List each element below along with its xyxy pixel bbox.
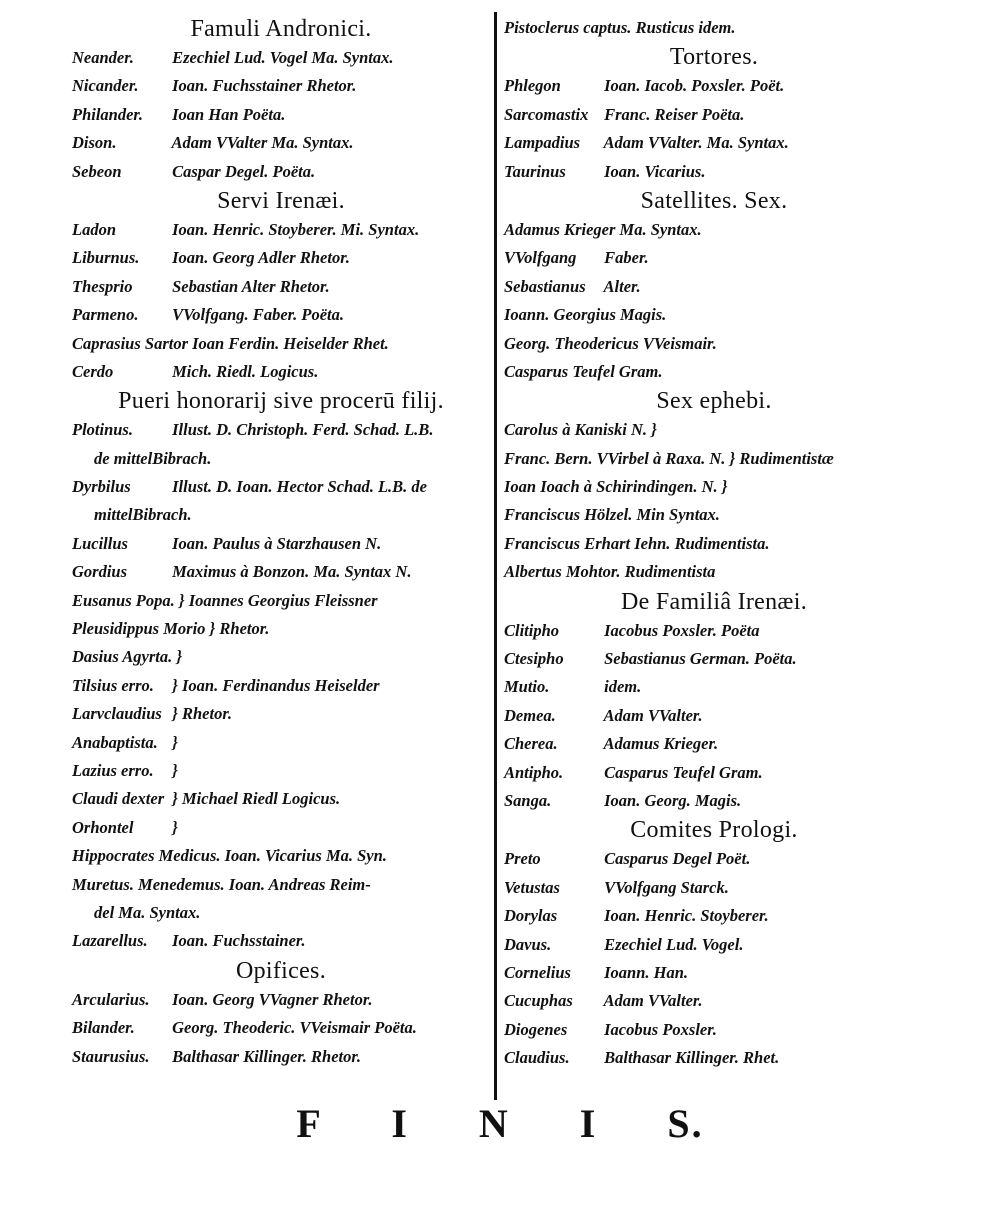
character-name: Antipho. — [504, 762, 564, 782]
character-name: Orhontel — [72, 817, 134, 837]
cast-entry — [504, 72, 924, 100]
cast-entry — [72, 615, 490, 643]
actor-name: Ioan. Paulus à Starzhausen N. — [172, 533, 382, 553]
character-name: Dyrbilus — [72, 477, 131, 497]
cast-entry — [72, 672, 490, 700]
cast-entry — [504, 301, 924, 329]
character-name: Georg. Theodericus — [504, 333, 639, 353]
actor-name: Ioan. Henric. Stoyberer. — [604, 906, 769, 926]
character-name: Demea. — [504, 705, 556, 725]
cast-entry — [504, 1016, 924, 1044]
cast-entry — [72, 301, 490, 329]
character-name: Lampadius — [504, 133, 581, 153]
cast-entry — [504, 330, 924, 358]
actor-name: Ioan. Iacob. Poxsler. Poët. — [604, 76, 785, 96]
actor-name: Balthasar Killinger. Rhetor. — [172, 1046, 362, 1066]
character-name: Davus. — [504, 934, 552, 954]
cast-entry — [72, 44, 490, 72]
character-name: Parmeno. — [72, 305, 139, 325]
character-name: Tilsius erro. — [72, 675, 154, 695]
character-name: Claudius. — [504, 1048, 570, 1068]
character-name: Hippocrates Medicus. — [72, 846, 221, 866]
cast-entry — [72, 72, 490, 100]
actor-name: VVolfgang Starck. — [604, 877, 729, 897]
cast-entry — [504, 617, 924, 645]
actor-name: Adam VValter Ma. Syntax. — [171, 133, 354, 153]
character-name: Sebastianus — [504, 276, 586, 296]
character-name: Phlegon — [504, 76, 561, 96]
character-name: Preto — [504, 849, 541, 869]
actor-name: Casparus Teufel Gram. — [604, 762, 763, 782]
cast-entry — [504, 845, 924, 873]
cast-entry — [72, 927, 490, 955]
actor-name: VVolfgang. Faber. Poëta. — [172, 305, 345, 325]
actor-name: Ezechiel Lud. Vogel. — [604, 934, 744, 954]
character-name: Sarcomastix — [504, 104, 589, 124]
character-name: Adamus Krieger — [504, 219, 616, 239]
cast-entry — [72, 273, 490, 301]
actor-name: Ioan Ferdin. Heiselder Rhet. — [192, 333, 389, 353]
actor-name: N. } — [701, 477, 728, 497]
cast-entry — [504, 473, 924, 501]
actor-name: Franc. Reiser Poëta. — [604, 104, 745, 124]
cast-entry — [504, 14, 924, 42]
character-name: VVolfgang — [504, 248, 577, 268]
actor-name: Sebastian Alter Rhetor. — [172, 276, 330, 296]
character-name: Cerdo — [72, 361, 114, 381]
cast-entry — [72, 729, 490, 757]
actor-name: Faber. — [604, 248, 649, 268]
cast-entry — [72, 330, 490, 358]
character-name: Neander. — [72, 48, 134, 67]
actor-name: } Michael Riedl Logicus. — [172, 789, 341, 809]
character-name: Mutio. — [504, 677, 550, 697]
cast-entry — [72, 587, 490, 615]
cast-line-continuation: mittelBibrach. — [94, 505, 192, 525]
cast-entry — [72, 129, 490, 157]
actor-name: Ma. Syntax. — [619, 219, 702, 239]
actor-name: Illust. D. Ioan. Hector Schad. L.B. de — [172, 477, 427, 497]
character-name: Sebeon — [72, 161, 122, 181]
actor-name: Ioan. Georg VVagner Rhetor. — [172, 989, 373, 1009]
cast-entry — [72, 101, 490, 129]
section-heading: Pueri honorarij sive procerū filij. — [118, 388, 444, 415]
character-name: Ioann. Georgius — [504, 305, 616, 325]
character-name: Cucuphas — [504, 991, 573, 1011]
cast-entry — [504, 129, 924, 157]
cast-entry — [504, 787, 924, 815]
actor-name: Sebastianus German. Poëta. — [604, 649, 797, 669]
character-name: Larvclaudius — [72, 704, 162, 724]
character-name: Dorylas — [504, 906, 558, 926]
cast-entry — [72, 986, 490, 1014]
character-name: Clitipho — [504, 620, 560, 640]
cast-entry — [72, 643, 490, 671]
cast-entry — [504, 874, 924, 902]
character-name: Arcularius. — [72, 989, 150, 1009]
actor-name: Alter. — [603, 276, 641, 296]
cast-entry — [504, 501, 924, 529]
character-name: Gordius — [72, 562, 128, 582]
cast-entry — [504, 558, 924, 586]
character-name: Ctesipho — [504, 649, 564, 669]
cast-entry — [504, 445, 924, 473]
section-heading: Famuli Andronici. — [190, 16, 372, 42]
cast-line-continuation: del Ma. Syntax. — [94, 902, 201, 922]
character-name: Thesprio — [72, 276, 133, 296]
cast-entry — [504, 216, 924, 244]
cast-entry — [504, 902, 924, 930]
actor-name: Gram. — [618, 361, 663, 381]
character-name: Sanga. — [504, 790, 552, 810]
character-name: Diogenes — [504, 1019, 568, 1039]
section-heading: De Familiâ Irenæi. — [620, 588, 808, 615]
character-name: Albertus Mohtor. — [504, 562, 621, 582]
character-name: Staurusius. — [72, 1046, 150, 1066]
actor-name: Ioan. Georg Adler Rhetor. — [172, 248, 350, 268]
cast-entry — [504, 273, 924, 301]
actor-name: Rudimentista — [624, 562, 716, 582]
character-name: Muretus. Menedemus. — [72, 874, 225, 894]
actor-name: Adam VValter. Ma. Syntax. — [603, 133, 789, 153]
actor-name: Ioan Han Poëta. — [172, 104, 286, 124]
cast-entry — [504, 959, 924, 987]
character-name: Lucillus — [72, 533, 128, 553]
cast-entry — [72, 416, 490, 444]
character-name: Pleusidippus Morio — [72, 619, 206, 639]
actor-name: Ioan. Vicarius. — [604, 161, 706, 181]
actor-name: Ioann. Han. — [604, 962, 689, 982]
actor-name: } Rhetor. — [172, 704, 232, 724]
cast-entry — [72, 158, 490, 186]
actor-name: } — [172, 760, 178, 780]
character-name: Ladon — [72, 219, 117, 239]
character-name: Cornelius — [504, 962, 571, 982]
actor-name: N. } — [631, 420, 657, 440]
cast-entry — [72, 358, 490, 386]
cast-entry — [504, 1044, 924, 1072]
actor-name: Mich. Riedl. Logicus. — [172, 361, 319, 381]
character-name: Vetustas — [504, 877, 560, 897]
character-name: Franciscus Hölzel. — [504, 505, 633, 525]
character-name: Carolus à Kaniski — [504, 420, 627, 440]
character-name: Anabaptista. — [72, 732, 158, 752]
character-name: Franc. Bern. VVirbel à Raxa. — [504, 448, 706, 468]
character-name: Nicander. — [72, 76, 139, 96]
section-heading: Opifices. — [235, 957, 326, 984]
cast-entry — [504, 645, 924, 673]
character-name: Cherea. — [504, 734, 558, 754]
character-name: Bilander. — [72, 1018, 135, 1038]
actor-name: } — [172, 732, 178, 752]
character-name: Philander. — [72, 104, 144, 124]
actor-name: Adamus Krieger. — [603, 734, 719, 754]
actor-name: Caspar Degel. Poëta. — [172, 161, 316, 181]
actor-name: Rusticus idem. — [635, 18, 736, 37]
character-name: Dasius Agyrta. — [72, 647, 173, 667]
actor-name: Balthasar Killinger. Rhet. — [604, 1048, 780, 1068]
section-heading: Servi Irenæi. — [217, 187, 345, 214]
actor-name: } — [172, 817, 178, 837]
actor-name: Ioan. Fuchsstainer. — [172, 931, 306, 951]
cast-entry — [504, 530, 924, 558]
section-heading: Satellites. Sex. — [640, 187, 788, 214]
character-name: Plotinus. — [72, 420, 133, 440]
character-name: Claudi dexter — [72, 789, 165, 809]
actor-name: Ioan. Andreas Reim- — [228, 874, 371, 894]
character-name: Taurinus — [504, 161, 566, 181]
actor-name: Ioan. Vicarius Ma. Syn. — [224, 846, 387, 866]
character-name: Lazius erro. — [72, 760, 154, 780]
character-name: Franciscus Erhart Iehn. — [504, 533, 671, 553]
cast-entry — [72, 871, 490, 899]
cast-entry — [72, 244, 490, 272]
actor-name: } Ioannes Georgius Fleissner — [178, 590, 378, 610]
right-column — [504, 14, 924, 1073]
character-name: Liburnus. — [72, 248, 140, 268]
left-column — [72, 14, 490, 1071]
actor-name: Illust. D. Christoph. Ferd. Schad. L.B. — [172, 420, 434, 440]
actor-name: Iacobus Poxsler. Poëta — [604, 620, 760, 640]
actor-name: } Ioan. Ferdinandus Heiselder — [172, 675, 380, 695]
actor-name: Min Syntax. — [636, 505, 720, 525]
cast-entry — [504, 673, 924, 701]
actor-name: Ezechiel Lud. Vogel Ma. Syntax. — [172, 48, 394, 67]
actor-name: VVeismair. — [642, 333, 717, 353]
cast-entry — [504, 730, 924, 758]
character-name: Lazarellus. — [72, 931, 148, 951]
actor-name: Magis. — [620, 305, 667, 325]
section-heading: Comites Prologi. — [630, 817, 798, 844]
cast-entry — [72, 558, 490, 586]
cast-line-continuation: de mittelBibrach. — [94, 448, 212, 468]
cast-entry — [72, 814, 490, 842]
character-name: Pistoclerus captus. — [504, 18, 632, 37]
actor-name: Rudimentista. — [674, 533, 770, 553]
cast-entry — [72, 785, 490, 813]
cast-entry — [504, 244, 924, 272]
cast-entry — [72, 530, 490, 558]
cast-entry — [72, 216, 490, 244]
section-heading: Tortores. — [669, 44, 759, 71]
actor-name: N. } Rudimentistæ — [709, 448, 834, 468]
character-name: Caprasius Sartor — [72, 333, 189, 353]
cast-entry — [72, 842, 490, 870]
actor-name: Ioan. Henric. Stoyberer. Mi. Syntax. — [172, 219, 420, 239]
cast-entry — [72, 1043, 490, 1071]
actor-name: Ioan. Fuchsstainer Rhetor. — [172, 76, 357, 96]
cast-entry — [72, 700, 490, 728]
actor-name: Iacobus Poxsler. — [604, 1019, 717, 1039]
actor-name: Ioan. Georg. Magis. — [604, 790, 742, 810]
section-heading: Sex ephebi. — [656, 388, 772, 415]
actor-name: idem. — [604, 677, 642, 697]
actor-name: } Rhetor. — [209, 619, 270, 639]
character-name: Eusanus Popa. — [72, 590, 175, 610]
cast-entry — [504, 931, 924, 959]
cast-entry — [504, 416, 924, 444]
finis-colophon: F I N I S. — [296, 1101, 704, 1146]
cast-entry — [72, 1014, 490, 1042]
cast-entry — [504, 358, 924, 386]
cast-entry — [504, 101, 924, 129]
actor-name: } — [176, 647, 183, 667]
actor-name: Maximus à Bonzon. Ma. Syntax N. — [172, 562, 412, 582]
actor-name: Adam VValter. — [603, 705, 703, 725]
column-rule — [494, 12, 497, 1100]
cast-entry — [504, 759, 924, 787]
character-name: Dison. — [72, 133, 117, 153]
cast-entry — [504, 987, 924, 1015]
actor-name: Georg. Theoderic. VVeismair Poëta. — [172, 1018, 417, 1038]
cast-entry — [72, 473, 490, 501]
cast-entry — [504, 702, 924, 730]
actor-name: Adam VValter. — [603, 991, 703, 1011]
character-name: Casparus Teufel — [504, 361, 615, 381]
cast-entry — [504, 158, 924, 186]
cast-entry — [72, 757, 490, 785]
character-name: Ioan Ioach à Schirindingen. — [504, 477, 698, 497]
actor-name: Casparus Degel Poët. — [604, 849, 751, 869]
